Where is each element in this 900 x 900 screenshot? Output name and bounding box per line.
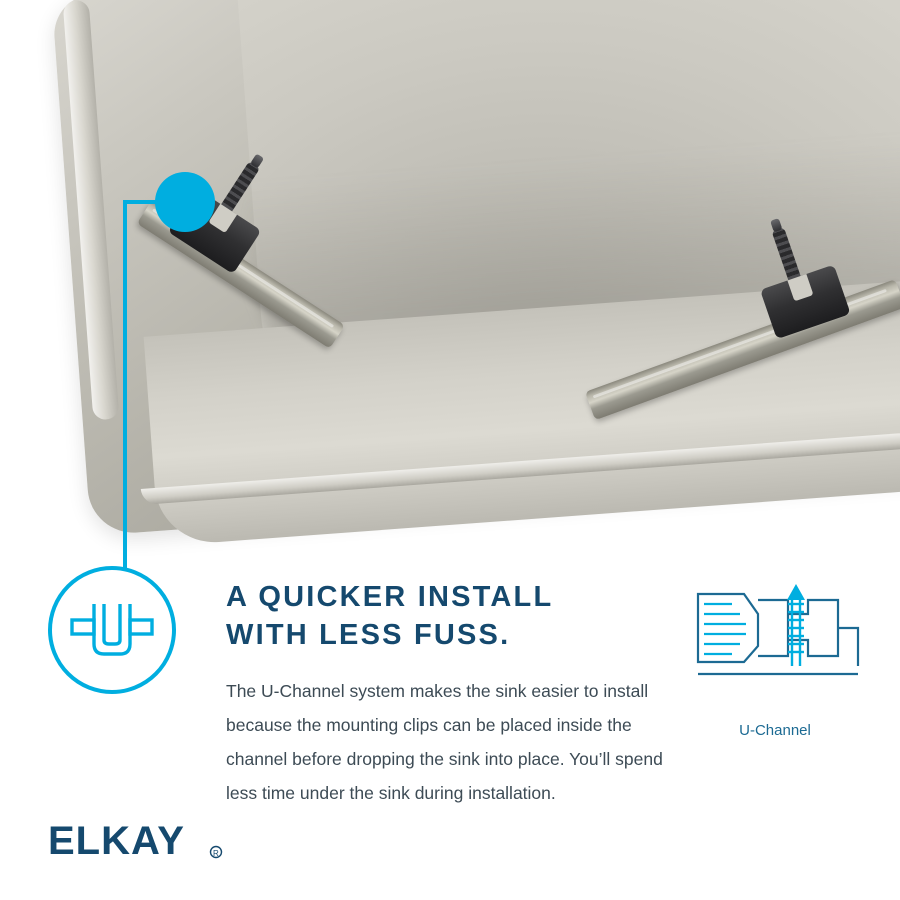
u-channel-diagram <box>688 570 868 710</box>
svg-text:R: R <box>213 849 219 858</box>
page-title <box>226 578 696 654</box>
body-paragraph: The U-Channel system makes the sink easier to install because the mounting clips can be placed inside the channel before dropping the sink into place. You’ll spend less time under the sink during installation. <box>226 681 663 803</box>
callout-dot <box>155 172 215 232</box>
headline-line-2: WITH LESS FUSS. <box>226 619 511 651</box>
callout-connector-vertical <box>123 202 127 577</box>
elkay-logo <box>48 822 248 866</box>
headline-line-1: A QUICKER INSTALL <box>226 581 554 613</box>
callout-connector-horizontal <box>123 200 163 204</box>
u-channel-clip-icon <box>48 566 176 694</box>
u-channel-caption: U-Channel <box>739 722 811 739</box>
svg-text:ELKAY: ELKAY <box>48 822 185 863</box>
clip-notch <box>787 274 813 301</box>
